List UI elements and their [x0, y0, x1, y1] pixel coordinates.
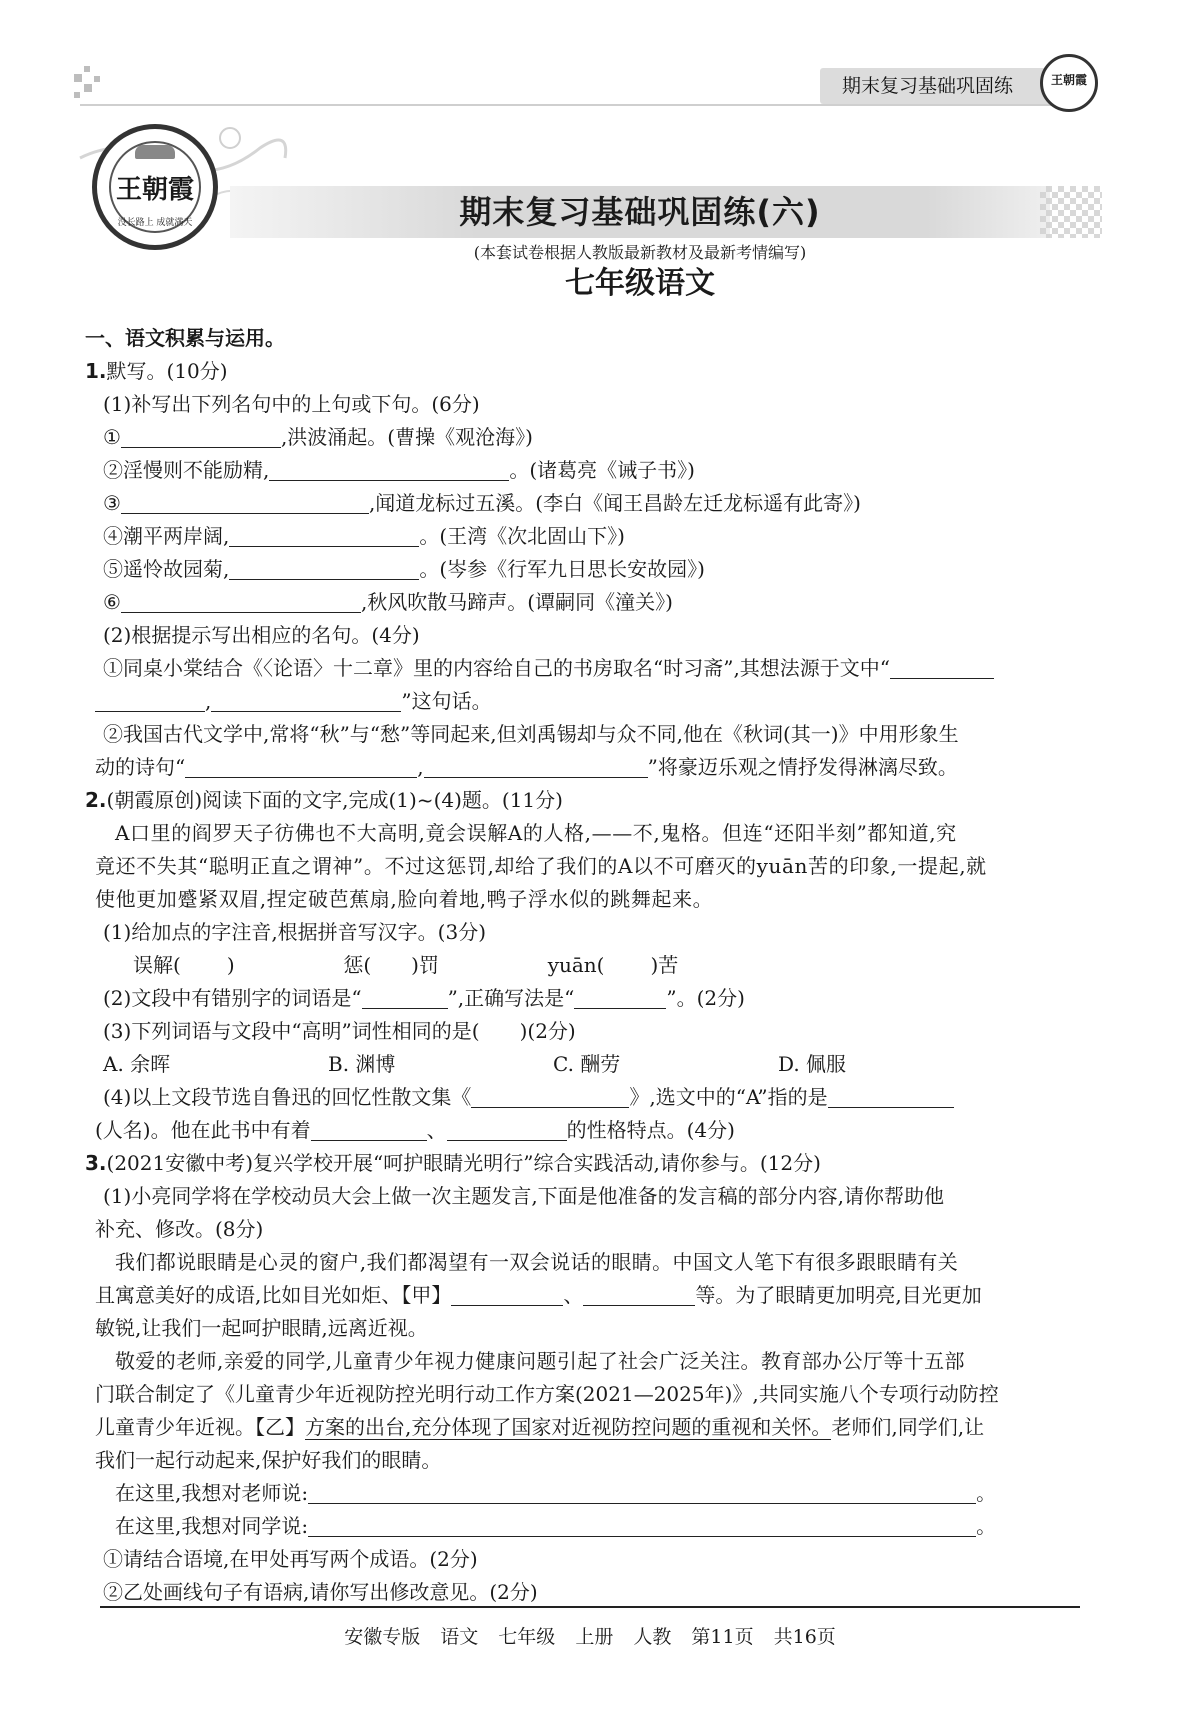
item-text: ,洪波涌起。(曹操《观沧海》): [280, 425, 533, 449]
question-title: (2021安徽中考)复兴学校开展“呵护眼睛光明行”综合实践活动,请你参与。(12分): [106, 1151, 821, 1175]
answer-blank[interactable]: [211, 689, 401, 712]
teacher-message: [85, 1477, 1095, 1510]
item-text: 。(诸葛亮《诫子书》): [509, 458, 695, 482]
q2-part3: [85, 1015, 1095, 1048]
item-text: ⑤遥怜故园菊,: [103, 557, 230, 581]
item-text: ): [226, 953, 235, 977]
header-rule: [80, 104, 1060, 106]
header-tab-title: 期末复习基础巩固练: [820, 68, 1060, 104]
item-text: ”,正确写法是“: [447, 986, 575, 1010]
item-marker: ⑥: [103, 590, 121, 614]
item-text: ,: [205, 689, 212, 713]
speech-line: 我们都说眼睛是心灵的窗户,我们都渴望有一双会说话的眼睛。中国文人笔下有很多跟眼睛有关: [115, 1250, 959, 1274]
item-text: 老师们,同学们,让: [831, 1415, 985, 1439]
page-title: 期末复习基础巩固练(六): [459, 193, 821, 231]
q1-item-3: [85, 487, 1095, 520]
item-text: (4)以上文段节选自鲁迅的回忆性散文集《: [103, 1085, 472, 1109]
q2-part1-items: [85, 949, 1095, 982]
question-number: 1.: [85, 359, 107, 383]
q3-sub1: ①请结合语境,在甲处再写两个成语。(2分): [103, 1547, 478, 1571]
answer-blank[interactable]: [229, 524, 419, 547]
passage-line: A口里的阎罗天子彷佛也不大高明,竟会误解A的人格,——不,鬼格。但连“还阳半刻”都知道,究: [115, 821, 957, 845]
section-heading: 一、语文积累与运用。: [85, 326, 285, 350]
answer-blank[interactable]: [447, 1118, 567, 1141]
q3-sub2: ②乙处画线句子有语病,请你写出修改意见。(2分): [103, 1580, 538, 1604]
item-text: 。(岑参《行军九日思长安故园》): [419, 557, 705, 581]
item-marker: ③: [103, 491, 121, 515]
item-text: )苦: [650, 953, 679, 977]
prompt-text: 在这里,我想对老师说:: [115, 1481, 309, 1505]
item-text: (3)下列词语与文段中“高明”词性相同的是(: [103, 1019, 480, 1043]
question-3: [85, 1147, 1095, 1180]
option-b[interactable]: B. 渊博: [328, 1052, 396, 1076]
brand-seal-small: [1040, 54, 1098, 112]
prompt-text: 在这里,我想对同学说:: [115, 1514, 309, 1538]
question-title: 默写。(10分): [106, 359, 228, 383]
item-text: 》,选文中的“A”指的是: [629, 1085, 828, 1109]
q3-part1-line1: (1)小亮同学将在学校动员大会上做一次主题发言,下面是他准备的发言稿的部分内容,请你帮助他: [103, 1184, 945, 1208]
brand-logo: [92, 124, 218, 250]
answer-blank[interactable]: [828, 1085, 954, 1108]
answer-blank[interactable]: [185, 755, 417, 778]
item-text: ”。(2分): [666, 986, 745, 1010]
answer-blank[interactable]: [95, 689, 205, 712]
answer-blank[interactable]: [229, 557, 419, 580]
item-marker: ①: [103, 425, 121, 449]
answer-blank[interactable]: [311, 1118, 427, 1141]
item-text: ①同桌小棠结合《〈论语〉十二章》里的内容给自己的书房取名“时习斋”,其想法源于文中“: [103, 656, 891, 680]
seal-brand-small: 王朝霞: [1050, 73, 1087, 87]
option-a[interactable]: A. 余晖: [103, 1052, 171, 1076]
item-text: 惩(: [343, 953, 372, 977]
logo-brand: 王朝霞: [115, 175, 194, 205]
item-text: ,秋风吹散马蹄声。(谭嗣同《潼关》): [360, 590, 673, 614]
answer-blank-jia-1[interactable]: [451, 1283, 563, 1306]
speech-line: 门联合制定了《儿童青少年近视防控光明行动工作方案(2021—2025年)》,共同实施八个专项行动防控: [95, 1382, 999, 1406]
q1-part2-intro: (2)根据提示写出相应的名句。(4分): [103, 623, 420, 647]
item-text: 。: [976, 1514, 997, 1538]
item-text: 动的诗句“: [95, 755, 186, 779]
edition-note: (本套试卷根据人教版最新教材及最新考情编写): [473, 243, 807, 262]
item-text: 的性格特点。(4分): [566, 1118, 735, 1142]
item-text: 误解(: [133, 953, 181, 977]
item-text: ”这句话。: [401, 689, 492, 713]
speech-line: 敬爱的老师,亲爱的同学,儿童青少年视力健康问题引起了社会广泛关注。教育部办公厅等十五部: [115, 1349, 965, 1373]
question-2: [85, 784, 1095, 817]
passage-line: 使他更加蹙紧双眉,捏定破芭蕉扇,脸向着地,鸭子浮水似的跳舞起来。: [95, 887, 714, 911]
answer-blank[interactable]: [424, 755, 648, 778]
item-text: 、: [563, 1283, 584, 1307]
q1-item-4: [85, 520, 1095, 553]
q2-part4-line2: [85, 1114, 1095, 1147]
question-number: 2.: [85, 788, 107, 812]
item-text: 、: [426, 1118, 447, 1142]
crown-icon: [135, 145, 175, 159]
q1-part2b-line1: ②我国古代文学中,常将“秋”与“愁”等同起来,但刘禹锡却与众不同,他在《秋词(其一)》中用形象生: [103, 722, 959, 746]
q1-part2b-line2: [85, 751, 1095, 784]
page-footer: 安徽专版 语文 七年级 上册 人教 第11页 共16页: [344, 1626, 836, 1648]
question-number: 3.: [85, 1151, 107, 1175]
option-c[interactable]: C. 酬劳: [553, 1052, 621, 1076]
item-text: 。(王湾《次北固山下》): [419, 524, 625, 548]
answer-blank[interactable]: [308, 1514, 976, 1537]
subject-title: 七年级语文: [565, 266, 715, 301]
q1-item-1: [85, 421, 1095, 454]
q3-part1-line2: 补充、修改。(8分): [95, 1217, 264, 1241]
q1-item-2: [85, 454, 1095, 487]
exam-content: [85, 322, 1095, 1609]
item-text: ④潮平两岸阔,: [103, 524, 230, 548]
answer-blank[interactable]: [362, 986, 448, 1009]
item-text: 。: [976, 1481, 997, 1505]
answer-blank[interactable]: [308, 1481, 976, 1504]
student-message: [85, 1510, 1095, 1543]
footer-rule: [100, 1606, 1080, 1608]
q1-part1-intro: (1)补写出下列名句中的上句或下句。(6分): [103, 392, 480, 416]
answer-blank[interactable]: [121, 425, 281, 448]
q1-item-6: [85, 586, 1095, 619]
item-text: (人名)。他在此书中有着: [95, 1118, 311, 1142]
q2-options: [85, 1048, 1095, 1081]
item-text: 儿童青少年近视。【乙】: [95, 1415, 305, 1439]
passage-line: 竟还不失其“聪明正直之谓神”。不过这惩罚,却给了我们的A以不可磨灭的yuān苦的印象,一提起,就: [95, 854, 987, 878]
question-1: [85, 355, 1095, 388]
speech-line: 敏锐,让我们一起呵护眼睛,远离近视。: [95, 1316, 428, 1340]
answer-blank[interactable]: [269, 458, 509, 481]
logo-slogan: 没长路上 成就满天: [117, 218, 193, 228]
option-d[interactable]: D. 佩服: [778, 1052, 847, 1076]
answer-blank[interactable]: [471, 1085, 629, 1108]
item-text: ,: [417, 755, 424, 779]
q2-part1-intro: (1)给加点的字注音,根据拼音写汉字。(3分): [103, 920, 487, 944]
item-text: ②淫慢则不能励精,: [103, 458, 270, 482]
item-text: ,闻道龙标过五溪。(李白《闻王昌龄左迁龙标遥有此寄》): [368, 491, 861, 515]
item-text: )(2分): [519, 1019, 576, 1043]
question-title: (朝霞原创)阅读下面的文字,完成(1)~(4)题。(11分): [106, 788, 563, 812]
item-text: )罚: [411, 953, 439, 977]
q1-item-5: [85, 553, 1095, 586]
q1-part2a-line1: [85, 652, 1095, 685]
q2-part2: [85, 982, 1095, 1015]
item-text: 且寓意美好的成语,比如目光如炬、【甲】: [95, 1283, 452, 1307]
q2-part4-line1: [85, 1081, 1095, 1114]
answer-blank[interactable]: [121, 491, 369, 514]
item-text: yuān(: [547, 953, 605, 977]
q1-part2a-line2: [85, 685, 1095, 718]
answer-blank[interactable]: [121, 590, 361, 613]
answer-blank[interactable]: [574, 986, 666, 1009]
speech-line: [85, 1411, 1095, 1444]
underlined-sentence: 方案的出台,充分体现了国家对近视防控问题的重视和关怀。: [305, 1415, 832, 1439]
speech-line: 我们一起行动起来,保护好我们的眼睛。: [95, 1448, 442, 1472]
item-text: 等。为了眼睛更加明亮,目光更加: [695, 1283, 982, 1307]
answer-blank-jia-2[interactable]: [583, 1283, 695, 1306]
item-text: ”将豪迈乐观之情抒发得淋漓尽致。: [647, 755, 958, 779]
answer-blank[interactable]: [890, 656, 994, 679]
speech-line: [85, 1279, 1095, 1312]
item-text: (2)文段中有错别字的词语是“: [103, 986, 362, 1010]
